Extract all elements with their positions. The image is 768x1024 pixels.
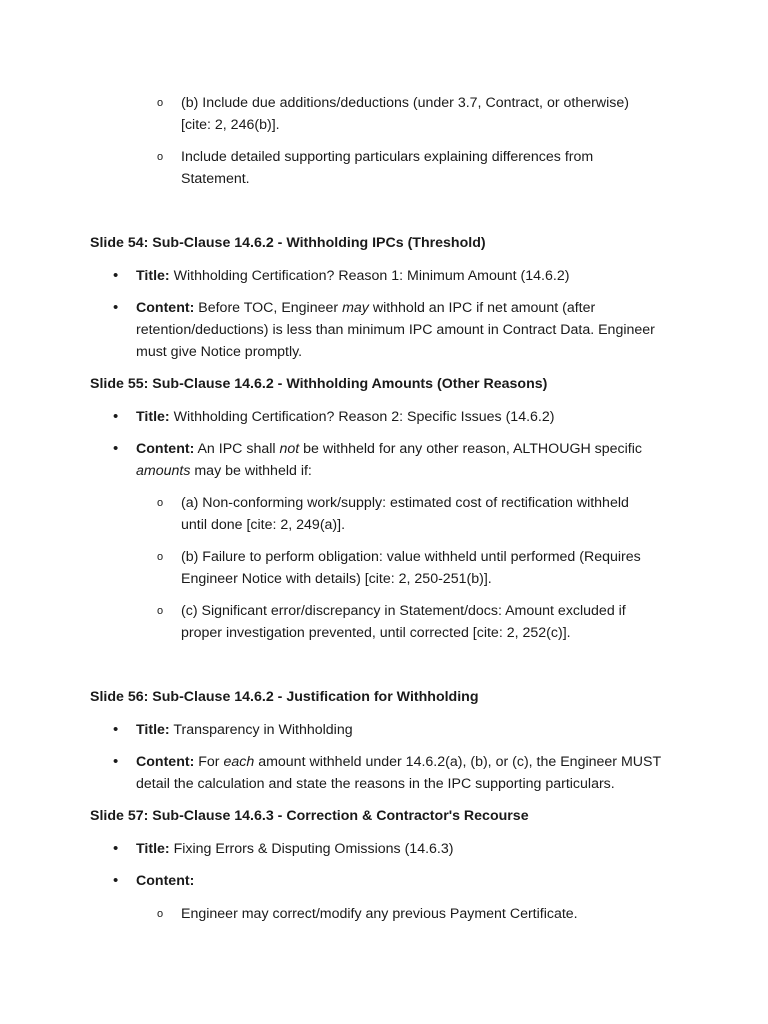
bullet-marker: •: [113, 299, 119, 316]
sub-bullet-marker: o: [157, 151, 164, 163]
title-label: Title:: [136, 841, 170, 857]
sub-bullet-marker: o: [157, 605, 164, 617]
slide55-title: Title: Withholding Certification? Reason 2: Specific Issues (14.6.2): [136, 409, 555, 425]
bullet-marker: •: [113, 267, 119, 284]
title-label: Title:: [136, 268, 170, 284]
prev-sub-b-line2: [cite: 2, 246(b)].: [181, 117, 280, 133]
slide57-title: Title: Fixing Errors & Disputing Omissions (14.6.3): [136, 841, 454, 857]
slide55-heading: Slide 55: Sub-Clause 14.6.2 - Withholding Amounts (Other Reasons): [90, 376, 548, 392]
slide55-sub-a-line1: (a) Non-conforming work/supply: estimated cost of rectification withheld: [181, 495, 629, 511]
slide55-content-line1: Content: An IPC shall not be withheld for any other reason, ALTHOUGH specific: [136, 441, 642, 457]
prev-sub-b-line1: (b) Include due additions/deductions (under 3.7, Contract, or otherwise): [181, 95, 629, 111]
slide57-sub1: Engineer may correct/modify any previous Payment Certificate.: [181, 906, 578, 922]
slide54-content-line3: must give Notice promptly.: [136, 344, 303, 360]
slide56-heading: Slide 56: Sub-Clause 14.6.2 - Justification for Withholding: [90, 689, 479, 705]
slide54-content-line1: Content: Before TOC, Engineer may withhold an IPC if net amount (after: [136, 300, 596, 316]
slide56-content-line1: Content: For each amount withheld under 14.6.2(a), (b), or (c), the Engineer MUST: [136, 754, 662, 770]
slide55-sub-c-line1: (c) Significant error/discrepancy in Statement/docs: Amount excluded if: [181, 603, 626, 619]
prev-sub-c-line1: Include detailed supporting particulars explaining differences from: [181, 149, 594, 165]
slide54-content-line2: retention/deductions) is less than minimum IPC amount in Contract Data. Engineer: [136, 322, 655, 338]
title-label: Title:: [136, 722, 170, 738]
bullet-marker: •: [113, 440, 119, 457]
prev-sub-c-line2: Statement.: [181, 171, 250, 187]
slide56-content-line2: detail the calculation and state the reasons in the IPC supporting particulars.: [136, 776, 615, 792]
slide55-sub-b-line1: (b) Failure to perform obligation: value withheld until performed (Requires: [181, 549, 641, 565]
content-label: Content:: [136, 441, 195, 457]
bullet-marker: •: [113, 753, 119, 770]
content-label: Content:: [136, 754, 195, 770]
bullet-marker: •: [113, 408, 119, 425]
sub-bullet-marker: o: [157, 551, 164, 563]
slide57-content-label: [136, 870, 194, 892]
content-label: Content:: [136, 300, 195, 316]
sub-bullet-marker: o: [157, 97, 164, 109]
slide54-heading: Slide 54: Sub-Clause 14.6.2 - Withholding IPCs (Threshold): [90, 235, 486, 251]
bullet-marker: •: [113, 872, 119, 889]
bullet-marker: •: [113, 840, 119, 857]
slide55-sub-b-line2: Engineer Notice with details) [cite: 2, 250-251(b)].: [181, 571, 492, 587]
content-label: Content:: [136, 873, 195, 889]
sub-bullet-marker: o: [157, 908, 164, 920]
slide57-heading: Slide 57: Sub-Clause 14.6.3 - Correction & Contractor's Recourse: [90, 808, 529, 824]
title-label: Title:: [136, 409, 170, 425]
slide55-sub-a-line2: until done [cite: 2, 249(a)].: [181, 517, 346, 533]
sub-bullet-marker: o: [157, 497, 164, 509]
slide55-sub-c-line2: proper investigation prevented, until corrected [cite: 2, 252(c)].: [181, 625, 571, 641]
slide56-title: Title: Transparency in Withholding: [136, 722, 353, 738]
slide54-title: Title: Withholding Certification? Reason 1: Minimum Amount (14.6.2): [136, 268, 570, 284]
bullet-marker: •: [113, 721, 119, 738]
slide55-content-line2: amounts may be withheld if:: [136, 463, 312, 479]
